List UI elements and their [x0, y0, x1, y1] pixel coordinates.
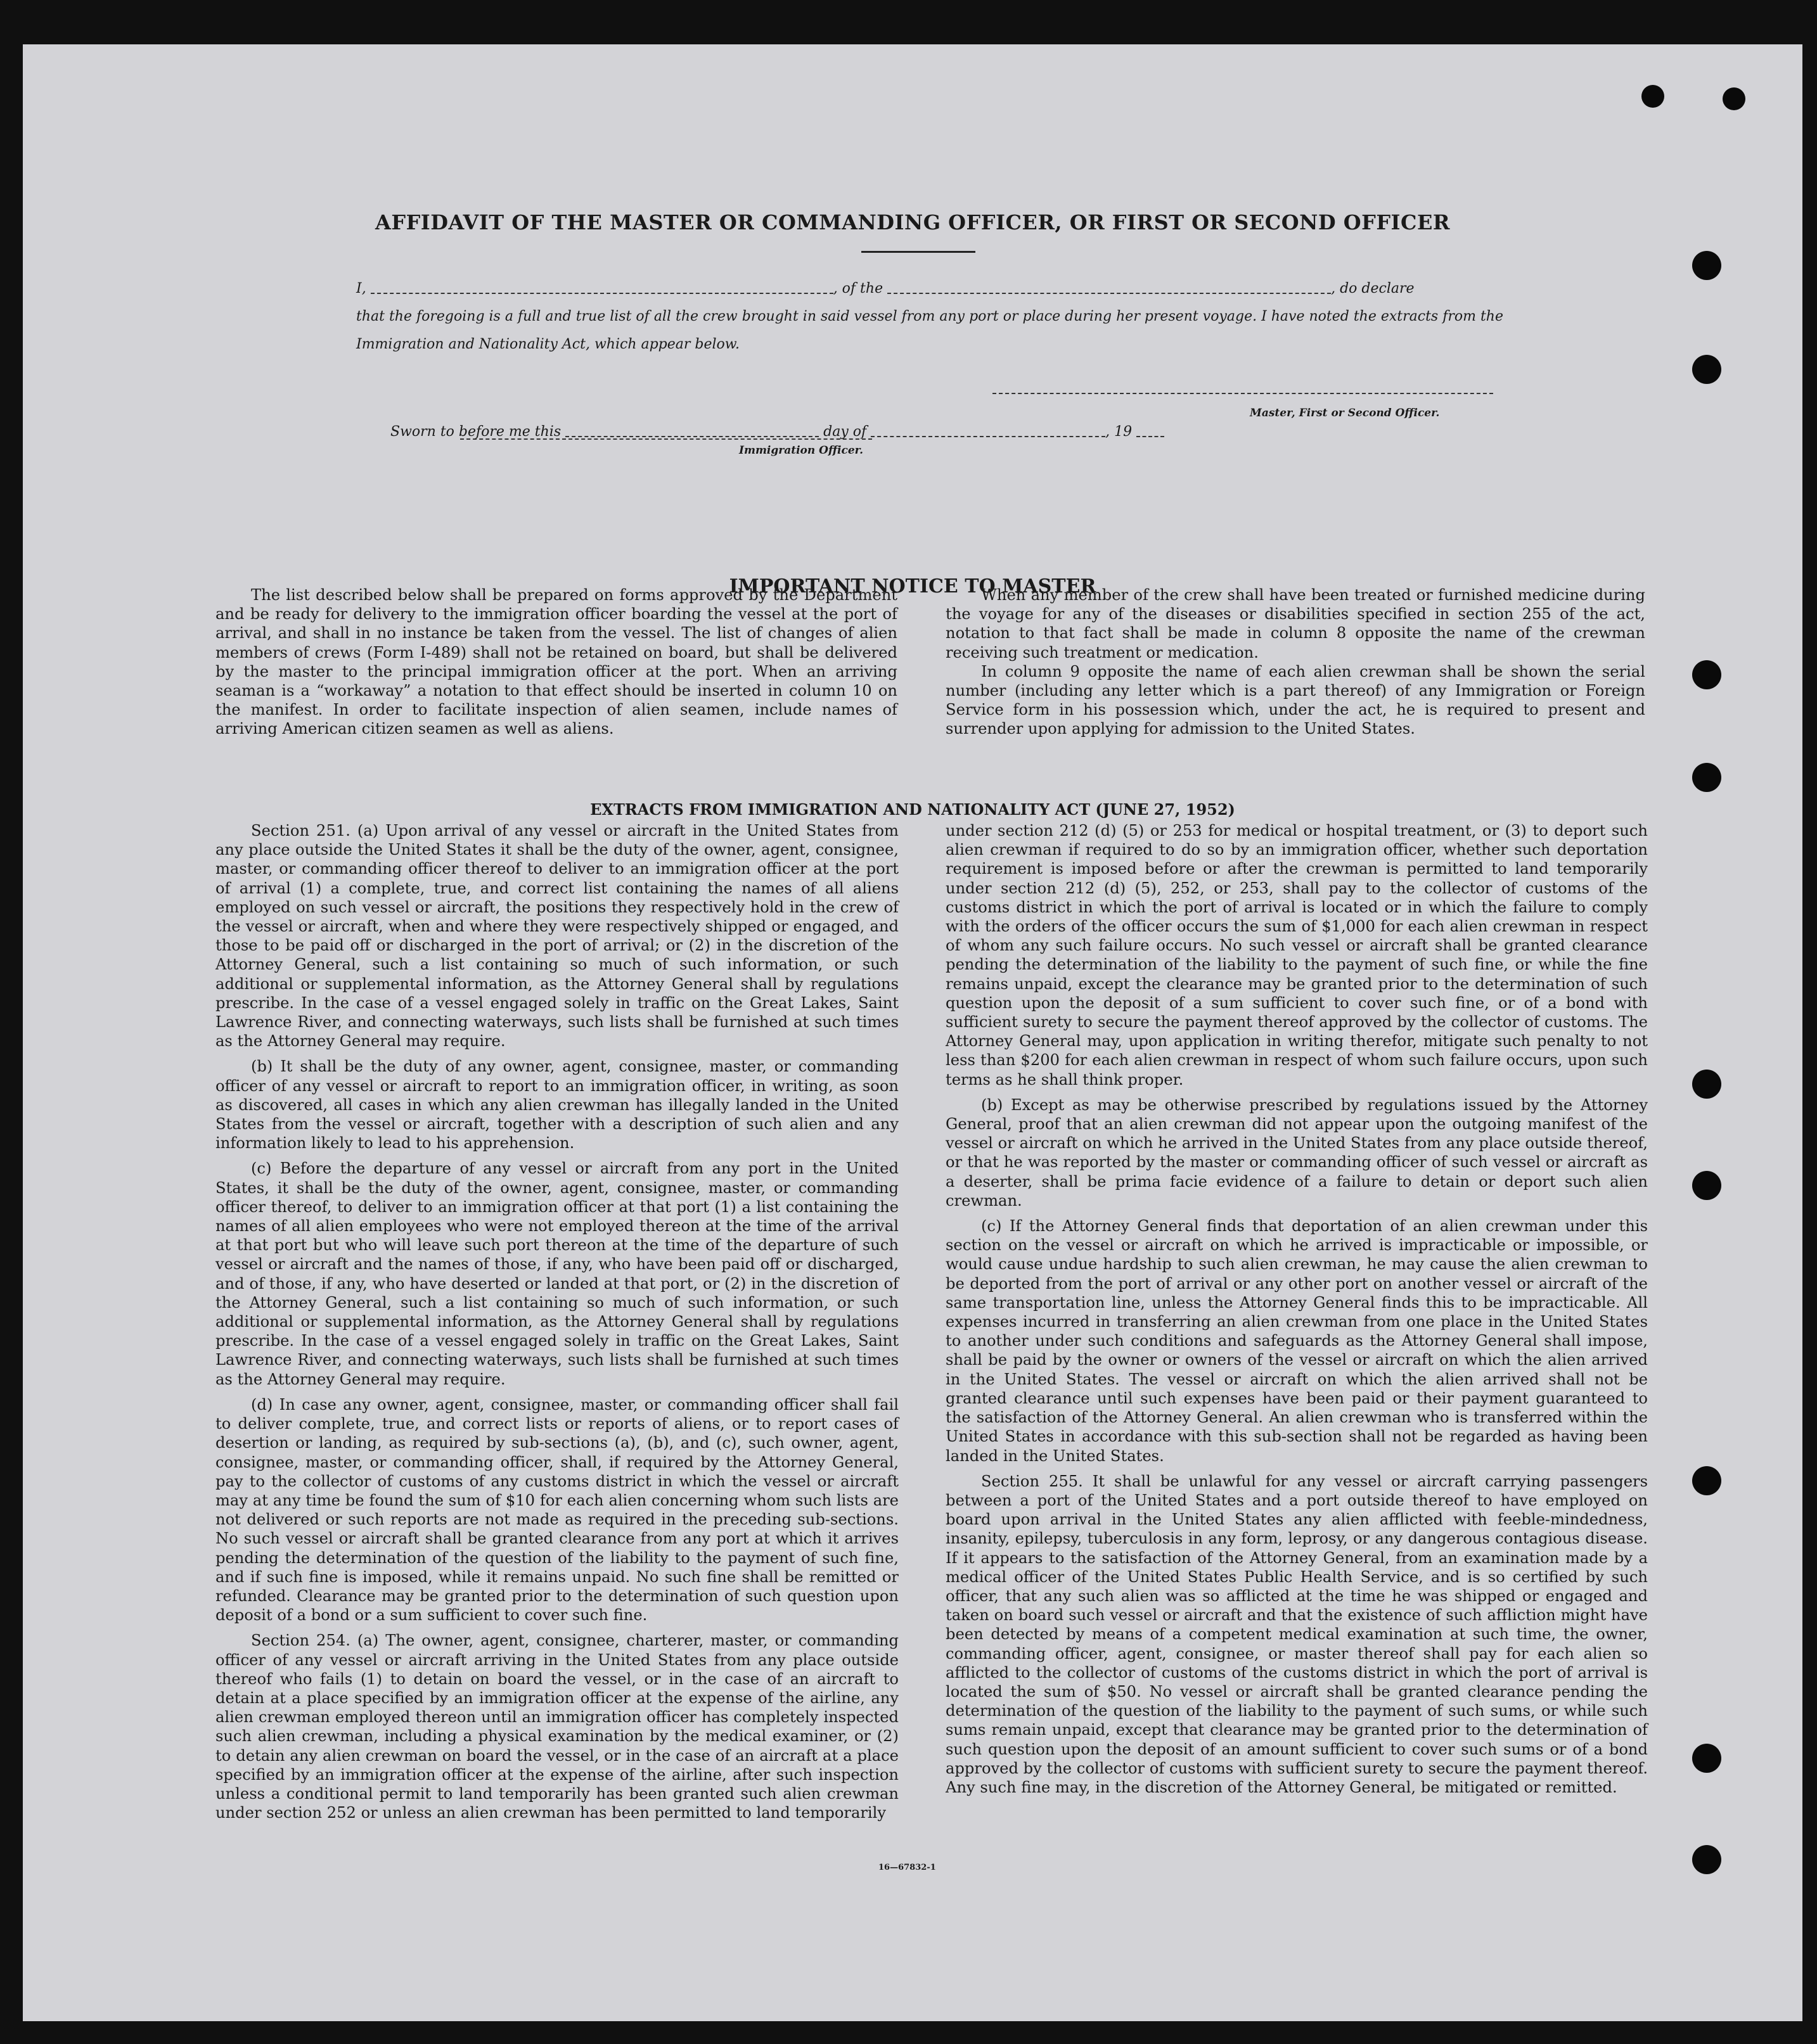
sworn-label: Sworn to before me this: [390, 424, 562, 440]
sworn-day-field[interactable]: [565, 427, 819, 437]
officer-label: Immigration Officer.: [739, 444, 863, 457]
punch-hole: [1641, 85, 1664, 108]
extracts-left-column: [215, 821, 899, 1822]
extract-paragraph: (b) It shall be the duty of any owner, agent, consignee, master, or commanding officer of any vessel or aircraft to report to an immigration officer, in writing, as soon as discovered, all cases in which any alien crewman has illegally landed in the United States from the vessel or aircraft, together with a description of such alien and any information likely to lead to his apprehension.: [215, 1057, 899, 1153]
extract-paragraph: (c) Before the departure of any vessel or aircraft from any port in the United States, it shall be the duty of the owner, agent, consignee, master, or commanding officer thereof, to deliver to an immigration officer at that port (1) a list containing the names of all alien employees who were not employed thereon at the time of the arrival at that port but who will leave such port thereon at the time of the departure of such vessel or aircraft and the names of those, if any, who have been paid off or discharged, and of those, if any, who have deserted or landed at that port, or (2) in the discretion of the Attorney General, such a list containing so much of such information, or such additional or supplemental information, as the Attorney General shall by regulations prescribe. In the case of a vessel engaged solely in traffic on the Great Lakes, Saint Lawrence River, and connecting waterways, such lists shall be furnished at such times as the Attorney General may require.: [215, 1159, 899, 1388]
master-signature-line[interactable]: [992, 393, 1493, 394]
punch-hole: [1692, 1070, 1721, 1099]
punch-hole: [1692, 763, 1721, 792]
i-label: I,: [356, 281, 366, 297]
extract-paragraph: (d) In case any owner, agent, consignee, master, or commanding officer shall fail to deliver complete, true, and correct lists or reports of aliens, or to report cases of desertion or landing, as required by sub-sections (a), (b), and (c), such owner, agent, consignee, master, or commanding officer, shall, if required by the Attorney General, pay to the collector of customs of any customs district in which the vessel or aircraft may at any time be found the sum of $10 for each alien concerning whom such lists are not delivered or such reports are not made as required in the preceding sub-sections. No such vessel or aircraft shall be granted clearance from any port at which it arrives pending the determination of the question of the liability to the payment of such fine, and if such fine is imposed, while it remains unpaid. No such fine shall be remitted or refunded. Clearance may be granted prior to the determination of such question upon deposit of a bond or a sum sufficient to cover such fine.: [215, 1395, 899, 1625]
extract-paragraph: under section 212 (d) (5) or 253 for medical or hospital treatment, or (3) to deport such alien crewman if required to do so by an immigration officer, whether such deportation requirement is imposed before or after the crewman is permitted to land temporarily under section 212 (d) (5), 252, or 253, shall pay to the collector of customs of the customs district in which the port of arrival is located or in which the failure to comply with the orders of the officer occurs the sum of $1,000 for each alien crewman in respect of whom any such failure occurs. No such vessel or aircraft shall be granted clearance pending the determination of the liability to the payment of such fine, or while the fine remains unpaid, except the clearance may be granted prior to the determination of such question upon the deposit of a sum sufficient to cover such fine, or of a bond with sufficient surety to secure the payment thereof approved by the collector of customs. The Attorney General may, upon application in writing therefor, mitigate such penalty to not less than $200 for each alien crewman in respect of whom such failure occurs, upon such terms as he shall think proper.: [946, 822, 1648, 1089]
punch-hole: [1692, 1744, 1721, 1773]
punch-hole: [1692, 660, 1721, 689]
sworn-line: [390, 418, 1278, 446]
document-page: [23, 44, 1802, 2021]
notice-paragraph: In column 9 opposite the name of each alien crewman shall be shown the serial number (including any letter which is a part thereof) of any Immigration or Foreign Service form in his possession which, under the act, he is required to present and surrender upon applying for admission to the United States.: [946, 662, 1645, 738]
declaration-line: [356, 275, 1503, 303]
of-the-label: , of the: [833, 281, 883, 297]
declaration-body: that the foregoing is a full and true list of all the crew brought in said vessel from any port or place during her present voyage. I have noted the extracts from the Immigration and Nationality Act, which appear below.: [356, 309, 1503, 352]
extract-paragraph: (c) If the Attorney General finds that deportation of an alien crewman under this section on the vessel or aircraft on which he arrived is impracticable or impossible, or would cause undue hardship to such alien crewman, he may cause the alien crewman to be deported from the port of arrival or any other port on another vessel or aircraft of the same transportation line, unless the Attorney General finds this to be impracticable. All expenses incurred in transferring an alien crewman from one place in the United States to another under such conditions and safeguards as the Attorney General shall impose, shall be paid by the owner or owners of the vessel or aircraft on which the alien arrived in the United States. The vessel or aircraft on which the alien arrived shall not be granted clearance until such expenses have been paid or their payment guaranteed to the satisfaction of the Attorney General. An alien crewman who is transferred within the United States in accordance with this sub-section shall not be regarded as having been landed in the United States.: [946, 1217, 1648, 1465]
master-label: Master, First or Second Officer.: [1250, 407, 1440, 419]
notice-left-column: [215, 585, 897, 739]
notice-paragraph: When any member of the crew shall have been treated or furnished medicine during the voyage for any of the diseases or disabilities specified in section 255 of the act, notation to that fact shall be made in column 8 opposite the name of the crewman receiving such treatment or medication.: [946, 586, 1645, 661]
extract-paragraph: Section 254. (a) The owner, agent, consignee, charterer, master, or commanding officer of any vessel or aircraft arriving in the United States from any place outside thereof who fails (1) to detain on board the vessel, or in the case of an aircraft to detain at a place specified by an immigration officer at the expense of the airline, any alien crewman employed thereon until an immigration officer has completely inspected such alien crewman, including a physical examination by the medical examiner, or (2) to detain any alien crewman on board the vessel, or in the case of an aircraft at a place specified by an immigration officer at the expense of the airline, after such inspection unless a conditional permit to land temporarily has been granted such alien crewman under section 252 or unless an alien crewman has been permitted to land temporarily: [215, 1632, 899, 1822]
punch-hole: [1692, 1171, 1721, 1200]
punch-hole: [1692, 355, 1721, 384]
extracts-right-column: [946, 821, 1648, 1797]
punch-hole: [1692, 1466, 1721, 1495]
sworn-year-field[interactable]: [1136, 427, 1164, 437]
do-declare-label: , do declare: [1331, 281, 1415, 297]
vessel-field[interactable]: [887, 284, 1331, 294]
year-label: , 19: [1105, 424, 1133, 440]
extracts-title: EXTRACTS FROM IMMIGRATION AND NATIONALITY ACT (JUNE 27, 1952): [590, 800, 1235, 819]
day-of-label: day of: [823, 424, 867, 440]
punch-hole: [1723, 87, 1745, 110]
title-rule: [861, 251, 975, 253]
officer-signature-line[interactable]: [460, 438, 872, 440]
affidavit-title: AFFIDAVIT OF THE MASTER OR COMMANDING OFFICER, OR FIRST OR SECOND OFFICER: [375, 210, 1450, 234]
extract-paragraph: Section 251. (a) Upon arrival of any vessel or aircraft in the United States from any place outside the United States it shall be the duty of the owner, agent, consignee, master, or commanding officer thereof to deliver to an immigration officer at the port of arrival (1) a complete, true, and correct list containing the names of all aliens employed on such vessel or aircraft, the positions they respectively hold in the crew of the vessel or aircraft, when and where they were respectively shipped or engaged, and those to be paid off or discharged in the port of arrival; or (2) in the discretion of the Attorney General, such a list containing so much of such information, or such additional or supplemental information, as the Attorney General shall by regulations prescribe. In the case of a vessel engaged solely in traffic on the Great Lakes, Saint Lawrence River, and connecting waterways, such lists shall be furnished at such times as the Attorney General may require.: [215, 822, 899, 1051]
notice-paragraph: The list described below shall be prepared on forms approved by the Department and be ready for delivery to the immigration officer boarding the vessel at the port of arrival, and shall in no instance be taken from the vessel. The list of changes of alien members of crews (Form I-489) shall not be retained on board, but shall be delivered by the master to the principal immigration officer at the port. When an arriving seaman is a “workaway” a notation to that effect should be inserted in column 10 on the manifest. In order to facilitate inspection of alien seamen, include names of arriving American citizen seamen as well as aliens.: [215, 586, 897, 738]
sworn-month-field[interactable]: [871, 427, 1105, 437]
extract-paragraph: (b) Except as may be otherwise prescribed by regulations issued by the Attorney General, proof that an alien crewman did not appear upon the outgoing manifest of the vessel or aircraft on which he arrived in the United States from any place outside thereof, or that he was reported by the master or commanding officer of such vessel or aircraft as a deserter, shall be prima facie evidence of a failure to detain or deport such alien crewman.: [946, 1095, 1648, 1210]
punch-hole: [1692, 1845, 1721, 1874]
notice-right-column: [946, 585, 1645, 739]
extract-paragraph: Section 255. It shall be unlawful for any vessel or aircraft carrying passengers between a port of the United States and a port outside thereof to have employed on board upon arrival in the United States any alien afflicted with feeble-mindedness, insanity, epilepsy, tuberculosis in any form, leprosy, or any dangerous contagious disease. If it appears to the satisfaction of the Attorney General, from an examination made by a medical officer of the United States Public Health Service, and is so certified by such officer, that any such alien was so afflicted at the time he was shipped or engaged and taken on board such vessel or aircraft and that the existence of such affliction might have been detected by means of a competent medical examination at such time, the owner, commanding officer, agent, consignee, or master thereof shall pay for each alien so afflicted to the collector of customs of the customs district in which the port of arrival is located the sum of $50. No vessel or aircraft shall be granted clearance pending the determination of the question of the liability to the payment of such sums, or while such sums remain unpaid, except that clearance may be granted prior to the determination of such question upon the deposit of an amount sufficient to cover such sums or of a bond approved by the collector of customs with sufficient surety to secure the payment thereof. Any such fine may, in the discretion of the Attorney General, be mitigated or remitted.: [946, 1472, 1648, 1796]
form-code: 16—67832-1: [878, 1863, 936, 1872]
notice-title: IMPORTANT NOTICE TO MASTER: [729, 575, 1096, 597]
name-field[interactable]: [371, 284, 833, 294]
punch-hole: [1692, 251, 1721, 280]
